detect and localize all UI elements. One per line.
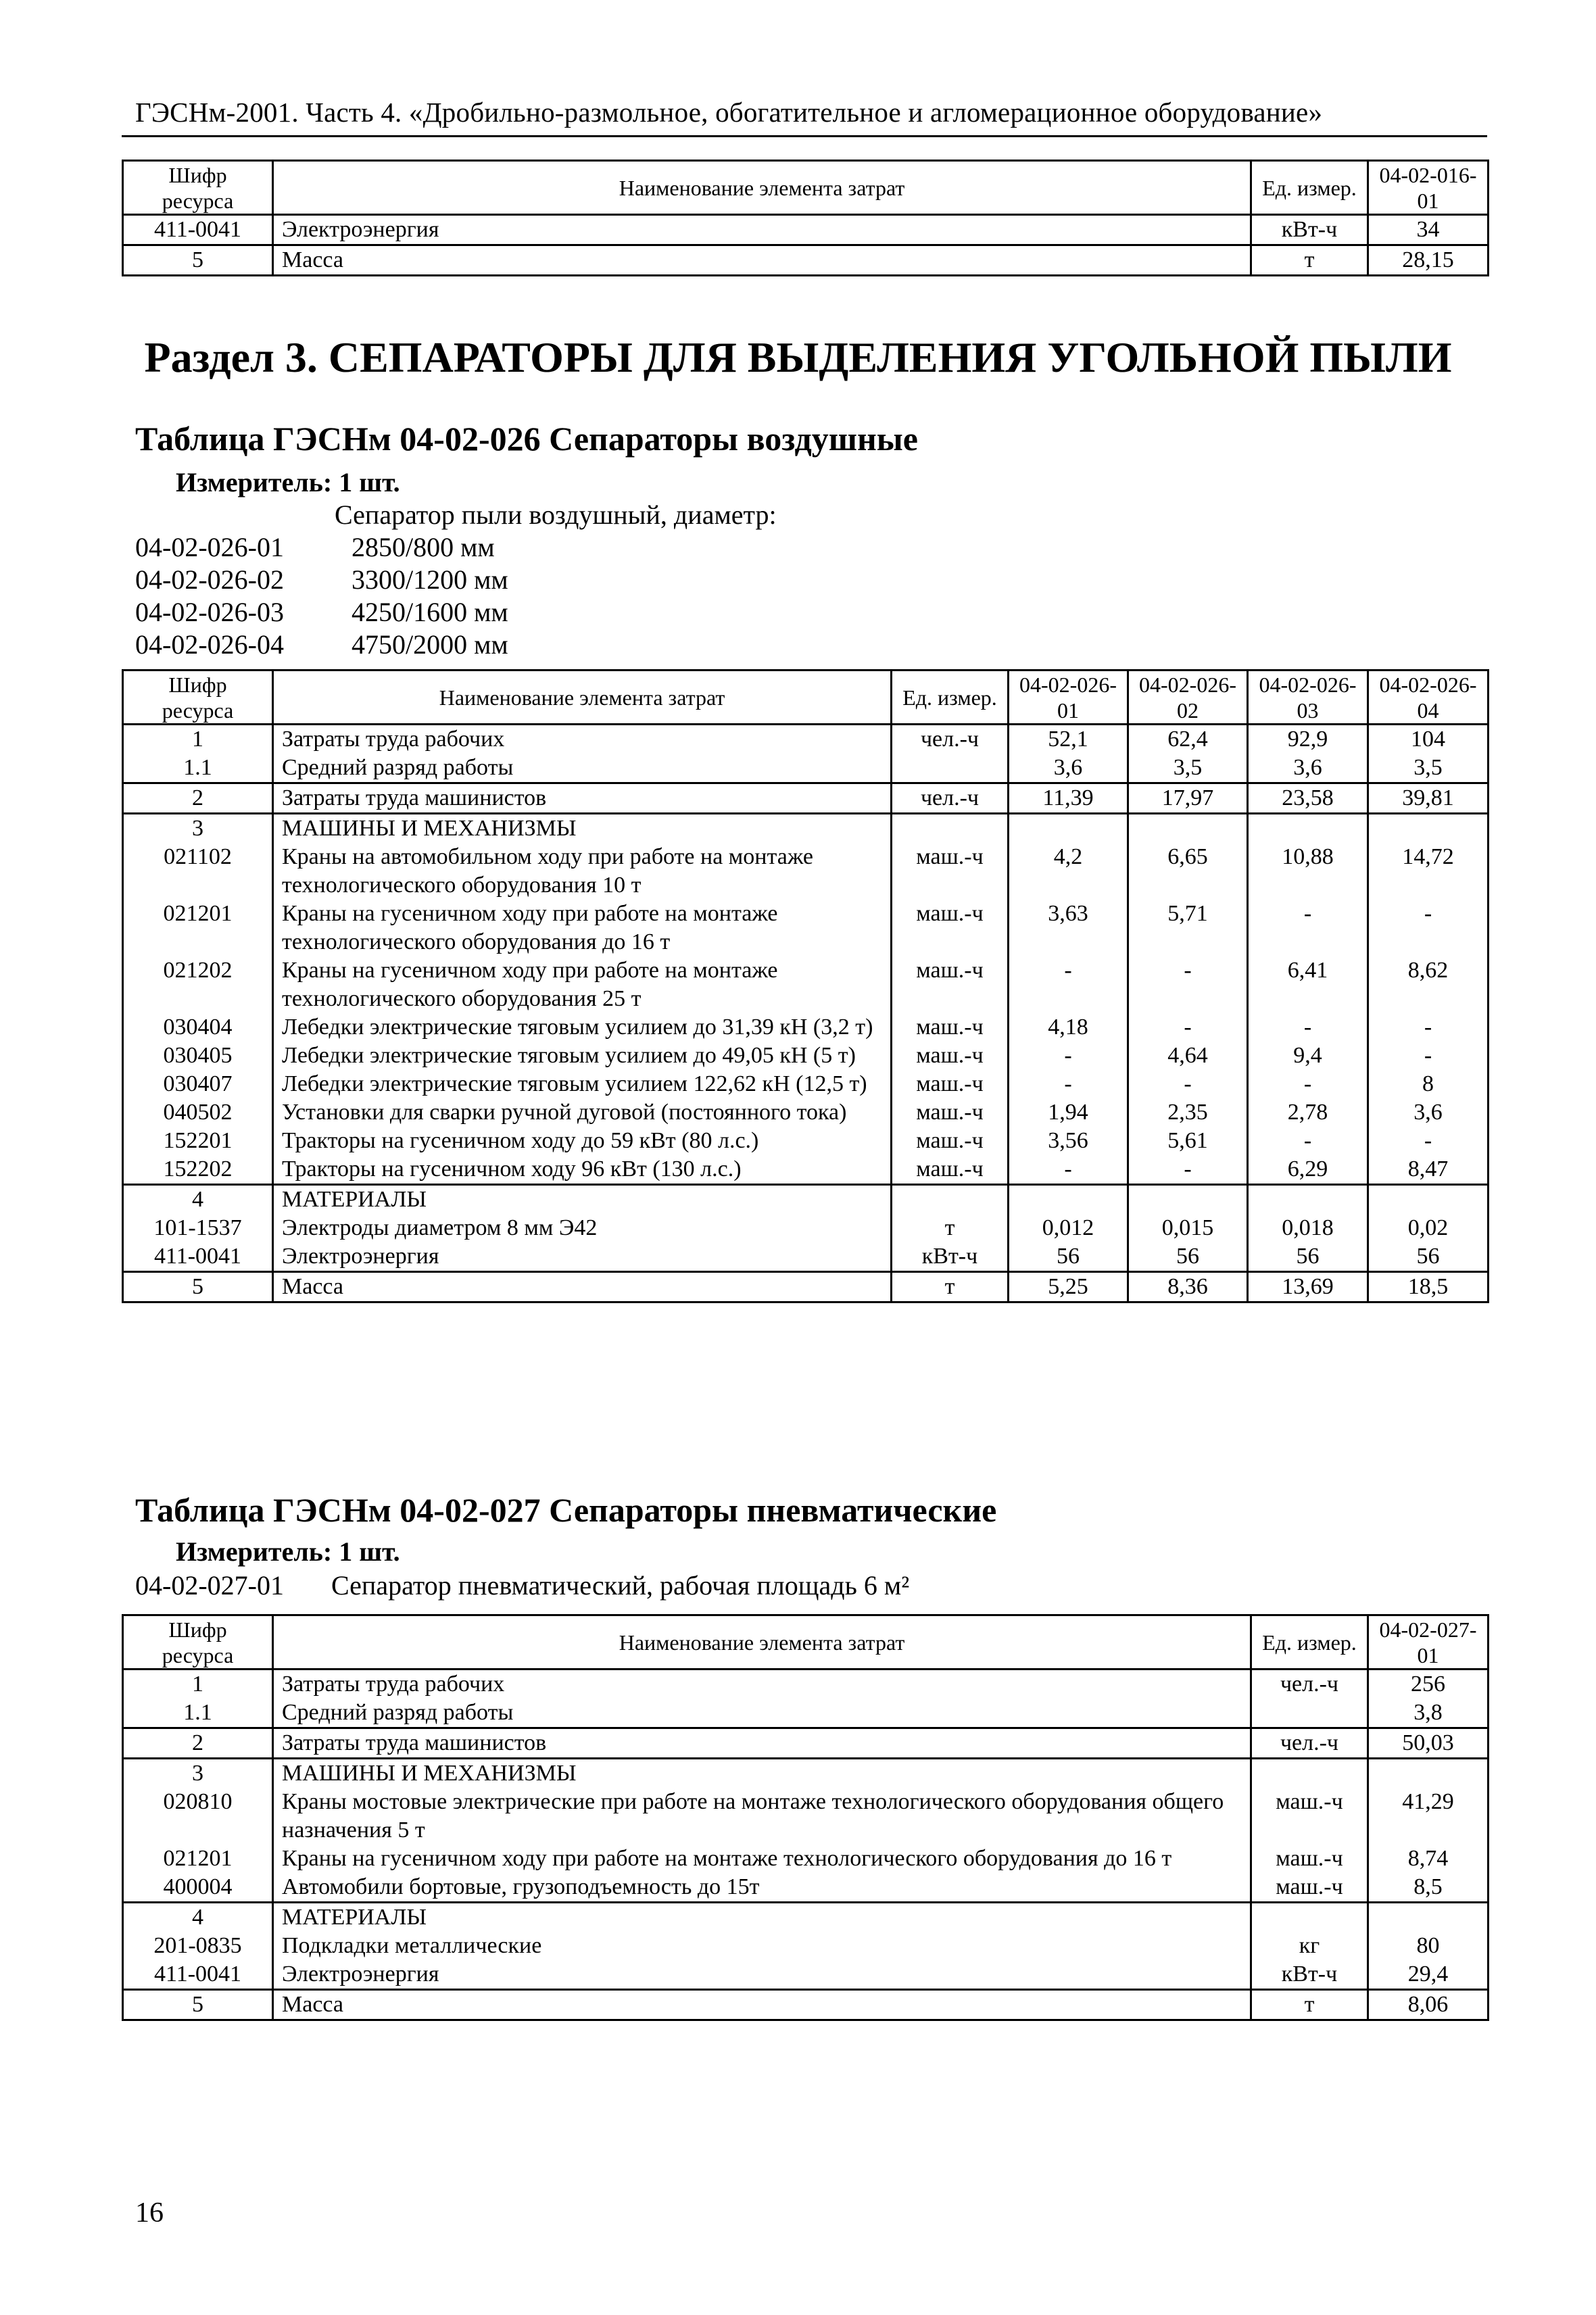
item-code: 04-02-026-01 xyxy=(135,532,284,562)
header-name: Наименование элемента затрат xyxy=(273,1615,1251,1670)
table-row xyxy=(123,843,1489,900)
table-cell xyxy=(1009,1185,1128,1215)
table-cell: 29,4 xyxy=(1368,1960,1489,1990)
table-cell: 021202 xyxy=(123,956,273,1013)
table-cell: 41,29 xyxy=(1368,1788,1489,1845)
item-code: 04-02-026-02 xyxy=(135,564,284,595)
table-026-title: Таблица ГЭСНм 04-02-026 Сепараторы воздушные xyxy=(135,420,918,458)
table-cell: маш.-ч xyxy=(892,1042,1009,1070)
table-cell xyxy=(1368,1759,1489,1788)
table-cell: 1.1 xyxy=(123,754,273,783)
table-cell: 4,64 xyxy=(1128,1042,1248,1070)
table-cell xyxy=(892,1185,1009,1215)
table-row xyxy=(123,1185,1489,1215)
header-unit: Ед. измер. xyxy=(892,671,1009,725)
table-cell: Средний разряд работы xyxy=(273,1699,1251,1728)
table-cell: 411-0041 xyxy=(123,1242,273,1272)
table-cell: Краны на гусеничном ходу при работе на монтаже технологического оборудования 25 т xyxy=(273,956,892,1013)
table-cell: маш.-ч xyxy=(892,956,1009,1013)
table-cell xyxy=(1009,814,1128,844)
table-cell: 2,78 xyxy=(1248,1098,1368,1127)
table-cell: 6,41 xyxy=(1248,956,1368,1013)
table-row: 5 Масса т 28,15 xyxy=(123,245,1489,276)
table-cell xyxy=(1251,1903,1368,1932)
table-cell: Электроэнергия xyxy=(273,1242,892,1272)
table-026-meter: Измеритель: 1 шт. xyxy=(176,467,400,497)
table-row xyxy=(123,1214,1489,1242)
table-cell xyxy=(1128,1185,1248,1215)
table-cell: 021102 xyxy=(123,843,273,900)
table-cell: - xyxy=(1368,1127,1489,1155)
table-cell: - xyxy=(1368,1042,1489,1070)
table-cell: 23,58 xyxy=(1248,783,1368,814)
header-name: Наименование элемента затрат xyxy=(273,161,1251,215)
table-cell: 0,018 xyxy=(1248,1214,1368,1242)
table-cell: - xyxy=(1248,1013,1368,1042)
table-cell: 39,81 xyxy=(1368,783,1489,814)
table-cell: 56 xyxy=(1128,1242,1248,1272)
table-cell: 152201 xyxy=(123,1127,273,1155)
table-cell: 56 xyxy=(1009,1242,1128,1272)
table-cell xyxy=(1368,1185,1489,1215)
table-cell: 3 xyxy=(123,1759,273,1788)
table-row xyxy=(123,1990,1489,2020)
table-cell: 56 xyxy=(1368,1242,1489,1272)
table-cell: 0,015 xyxy=(1128,1214,1248,1242)
table-cell: 040502 xyxy=(123,1098,273,1127)
table-cell: 3,56 xyxy=(1009,1127,1128,1155)
table-cell: 4 xyxy=(123,1903,273,1932)
table-cell: 201-0835 xyxy=(123,1932,273,1960)
table-cell xyxy=(1248,814,1368,844)
table-027 xyxy=(122,1614,1489,2021)
item-text: Сепаратор пневматический, рабочая площадь 6 м² xyxy=(331,1570,910,1601)
table-cell: кВт-ч xyxy=(892,1242,1009,1272)
table-cell: 0,02 xyxy=(1368,1214,1489,1242)
table-cell: 18,5 xyxy=(1368,1272,1489,1302)
table-cell: МАШИНЫ И МЕХАНИЗМЫ xyxy=(273,1759,1251,1788)
header-code: Шифр ресурса xyxy=(123,1615,273,1670)
table-cell: 3,6 xyxy=(1368,1098,1489,1127)
table-row xyxy=(123,1960,1489,1990)
table-cell: Тракторы на гусеничном ходу 96 кВт (130 л.с.) xyxy=(273,1155,892,1185)
header-unit: Ед. измер. xyxy=(1251,1615,1368,1670)
table-cell: Краны на гусеничном ходу при работе на монтаже технологического оборудования до 16 т xyxy=(273,1845,1251,1873)
table-cell: кг xyxy=(1251,1932,1368,1960)
table-cell: 021201 xyxy=(123,1845,273,1873)
table-cell xyxy=(892,814,1009,844)
header-code: Шифр ресурса xyxy=(123,161,273,215)
table-row xyxy=(123,1903,1489,1932)
table-cell: Затраты труда машинистов xyxy=(273,1728,1251,1759)
table-cell: Краны мостовые электрические при работе на монтаже технологического оборудования общего назначения 5 т xyxy=(273,1788,1251,1845)
table-026-description: Сепаратор пыли воздушный, диаметр: xyxy=(335,499,777,530)
table-cell: 3 xyxy=(123,814,273,844)
table-row xyxy=(123,725,1489,754)
table-row xyxy=(123,1127,1489,1155)
table-cell: 11,39 xyxy=(1009,783,1128,814)
header-name: Наименование элемента затрат xyxy=(273,671,892,725)
table-cell: маш.-ч xyxy=(892,1013,1009,1042)
table-cell: 56 xyxy=(1248,1242,1368,1272)
table-cell: 021201 xyxy=(123,900,273,956)
table-cell: т xyxy=(1251,1990,1368,2020)
running-header: ГЭСНм-2001. Часть 4. «Дробильно-размольное, обогатительное и агломерационное оборудование» xyxy=(135,97,1323,128)
table-row xyxy=(123,1873,1489,1903)
table-cell: чел.-ч xyxy=(892,725,1009,754)
table-row xyxy=(123,1845,1489,1873)
table-cell: 2 xyxy=(123,1728,273,1759)
table-cell: маш.-ч xyxy=(1251,1845,1368,1873)
table-row xyxy=(123,1670,1489,1699)
table-cell: 5,61 xyxy=(1128,1127,1248,1155)
table-cell: Краны на автомобильном ходу при работе на монтаже технологического оборудования 10 т xyxy=(273,843,892,900)
item-text: 2850/800 мм xyxy=(352,532,495,562)
table-cell: 9,4 xyxy=(1248,1042,1368,1070)
table-row xyxy=(123,1098,1489,1127)
table-cell: 52,1 xyxy=(1009,725,1128,754)
table-cell: 8,47 xyxy=(1368,1155,1489,1185)
table-cell: Лебедки электрические тяговым усилием до 49,05 кН (5 т) xyxy=(273,1042,892,1070)
table-cell: 8,74 xyxy=(1368,1845,1489,1873)
table-cell: 152202 xyxy=(123,1155,273,1185)
top-table xyxy=(122,160,1489,276)
table-cell: 8,36 xyxy=(1128,1272,1248,1302)
table-cell: чел.-ч xyxy=(1251,1670,1368,1699)
table-cell: - xyxy=(1009,1070,1128,1098)
header-col-code: 04-02-016-01 xyxy=(1368,161,1489,215)
header-col-code: 04-02-026-01 xyxy=(1009,671,1128,725)
table-cell: 4,18 xyxy=(1009,1013,1128,1042)
header-col-code: 04-02-026-04 xyxy=(1368,671,1489,725)
table-cell: 030407 xyxy=(123,1070,273,1098)
table-cell: 1.1 xyxy=(123,1699,273,1728)
table-row xyxy=(123,1242,1489,1272)
table-cell: 17,97 xyxy=(1128,783,1248,814)
table-cell: Электроды диаметром 8 мм Э42 xyxy=(273,1214,892,1242)
table-cell: 256 xyxy=(1368,1670,1489,1699)
header-col-code: 04-02-026-03 xyxy=(1248,671,1368,725)
table-cell: 6,65 xyxy=(1128,843,1248,900)
table-cell: 5 xyxy=(123,1990,273,2020)
table-cell: Лебедки электрические тяговым усилием 122,62 кН (12,5 т) xyxy=(273,1070,892,1098)
table-cell: 3,5 xyxy=(1368,754,1489,783)
table-026 xyxy=(122,669,1489,1303)
header-rule xyxy=(122,135,1487,137)
table-row xyxy=(123,1042,1489,1070)
table-row xyxy=(123,1013,1489,1042)
table-row xyxy=(123,814,1489,844)
table-cell: 92,9 xyxy=(1248,725,1368,754)
table-cell xyxy=(1251,1759,1368,1788)
table-cell: - xyxy=(1128,1155,1248,1185)
table-row xyxy=(123,900,1489,956)
table-row xyxy=(123,1788,1489,1845)
table-cell: 5 xyxy=(123,1272,273,1302)
table-cell: 020810 xyxy=(123,1788,273,1845)
table-cell: чел.-ч xyxy=(892,783,1009,814)
table-cell: 4,2 xyxy=(1009,843,1128,900)
table-cell: 10,88 xyxy=(1248,843,1368,900)
item-code: 04-02-027-01 xyxy=(135,1570,284,1601)
table-row xyxy=(123,783,1489,814)
table-row xyxy=(123,956,1489,1013)
table-cell: 3,63 xyxy=(1009,900,1128,956)
table-cell: 14,72 xyxy=(1368,843,1489,900)
table-cell: 2,35 xyxy=(1128,1098,1248,1127)
table-row xyxy=(123,1070,1489,1098)
table-cell: 3,8 xyxy=(1368,1699,1489,1728)
table-cell: 411-0041 xyxy=(123,1960,273,1990)
table-row xyxy=(123,1759,1489,1788)
item-text: 4750/2000 мм xyxy=(352,629,508,660)
table-cell: - xyxy=(1009,1155,1128,1185)
table-027-title: Таблица ГЭСНм 04-02-027 Сепараторы пневматические xyxy=(135,1491,997,1529)
table-cell: Лебедки электрические тяговым усилием до 31,39 кН (3,2 т) xyxy=(273,1013,892,1042)
table-cell: - xyxy=(1128,956,1248,1013)
table-cell: 030405 xyxy=(123,1042,273,1070)
table-row xyxy=(123,1155,1489,1185)
table-cell: Тракторы на гусеничном ходу до 59 кВт (80 л.с.) xyxy=(273,1127,892,1155)
table-cell: - xyxy=(1248,1127,1368,1155)
table-027-meter: Измеритель: 1 шт. xyxy=(176,1536,400,1567)
table-cell: Автомобили бортовые, грузоподъемность до 15т xyxy=(273,1873,1251,1903)
table-cell xyxy=(1368,1903,1489,1932)
table-cell: - xyxy=(1248,900,1368,956)
table-row xyxy=(123,1272,1489,1302)
table-cell: т xyxy=(892,1214,1009,1242)
table-cell: маш.-ч xyxy=(1251,1788,1368,1845)
table-cell: Средний разряд работы xyxy=(273,754,892,783)
table-cell xyxy=(1251,1699,1368,1728)
table-cell: маш.-ч xyxy=(892,1070,1009,1098)
table-row: 411-0041 Электроэнергия кВт-ч 34 xyxy=(123,215,1489,245)
table-cell: 8 xyxy=(1368,1070,1489,1098)
table-cell: - xyxy=(1009,1042,1128,1070)
header-col-code: 04-02-026-02 xyxy=(1128,671,1248,725)
table-cell: - xyxy=(1368,1013,1489,1042)
table-cell: 8,06 xyxy=(1368,1990,1489,2020)
table-cell: 8,5 xyxy=(1368,1873,1489,1903)
table-cell: МАТЕРИАЛЫ xyxy=(273,1185,892,1215)
table-cell: Затраты труда рабочих xyxy=(273,1670,1251,1699)
table-cell: 3,5 xyxy=(1128,754,1248,783)
table-cell: маш.-ч xyxy=(892,843,1009,900)
table-cell: кВт-ч xyxy=(1251,1960,1368,1990)
table-cell xyxy=(892,754,1009,783)
table-cell: 0,012 xyxy=(1009,1214,1128,1242)
table-cell: маш.-ч xyxy=(892,1127,1009,1155)
item-text: 3300/1200 мм xyxy=(352,564,508,595)
section-title: Раздел 3. СЕПАРАТОРЫ ДЛЯ ВЫДЕЛЕНИЯ УГОЛЬНОЙ ПЫЛИ xyxy=(144,333,1452,381)
table-cell: 101-1537 xyxy=(123,1214,273,1242)
table-cell: МАШИНЫ И МЕХАНИЗМЫ xyxy=(273,814,892,844)
header-unit: Ед. измер. xyxy=(1251,161,1368,215)
header-code: Шифр ресурса xyxy=(123,671,273,725)
item-code: 04-02-026-04 xyxy=(135,629,284,660)
table-cell: 5,25 xyxy=(1009,1272,1128,1302)
table-cell: - xyxy=(1128,1013,1248,1042)
table-cell xyxy=(1248,1185,1368,1215)
table-row xyxy=(123,1728,1489,1759)
table-row xyxy=(123,754,1489,783)
table-cell: 4 xyxy=(123,1185,273,1215)
table-cell: 3,6 xyxy=(1009,754,1128,783)
table-cell: 400004 xyxy=(123,1873,273,1903)
table-cell: Краны на гусеничном ходу при работе на монтаже технологического оборудования до 16 т xyxy=(273,900,892,956)
table-cell: чел.-ч xyxy=(1251,1728,1368,1759)
table-cell: маш.-ч xyxy=(892,1155,1009,1185)
table-cell: Электроэнергия xyxy=(273,1960,1251,1990)
table-cell: 030404 xyxy=(123,1013,273,1042)
header-col-code: 04-02-027-01 xyxy=(1368,1615,1489,1670)
table-cell: Затраты труда рабочих xyxy=(273,725,892,754)
table-cell: - xyxy=(1248,1070,1368,1098)
item-code: 04-02-026-03 xyxy=(135,597,284,627)
table-cell: - xyxy=(1128,1070,1248,1098)
table-cell: - xyxy=(1009,956,1128,1013)
item-text: 4250/1600 мм xyxy=(352,597,508,627)
table-cell: 80 xyxy=(1368,1932,1489,1960)
table-cell: 62,4 xyxy=(1128,725,1248,754)
table-cell: 1,94 xyxy=(1009,1098,1128,1127)
table-cell xyxy=(1128,814,1248,844)
table-cell: 1 xyxy=(123,725,273,754)
table-cell: Масса xyxy=(273,1272,892,1302)
table-cell: Подкладки металлические xyxy=(273,1932,1251,1960)
table-cell: т xyxy=(892,1272,1009,1302)
table-row xyxy=(123,1932,1489,1960)
table-cell: 13,69 xyxy=(1248,1272,1368,1302)
table-cell: Установки для сварки ручной дуговой (постоянного тока) xyxy=(273,1098,892,1127)
table-cell: Затраты труда машинистов xyxy=(273,783,892,814)
table-cell: 104 xyxy=(1368,725,1489,754)
table-cell: Масса xyxy=(273,1990,1251,2020)
table-cell: 1 xyxy=(123,1670,273,1699)
table-cell: - xyxy=(1368,900,1489,956)
table-cell: 6,29 xyxy=(1248,1155,1368,1185)
table-cell xyxy=(1368,814,1489,844)
table-cell: маш.-ч xyxy=(892,1098,1009,1127)
table-row xyxy=(123,1699,1489,1728)
table-cell: 5,71 xyxy=(1128,900,1248,956)
table-cell: маш.-ч xyxy=(1251,1873,1368,1903)
table-cell: 3,6 xyxy=(1248,754,1368,783)
table-cell: маш.-ч xyxy=(892,900,1009,956)
table-cell: 50,03 xyxy=(1368,1728,1489,1759)
table-cell: 8,62 xyxy=(1368,956,1489,1013)
table-cell: МАТЕРИАЛЫ xyxy=(273,1903,1251,1932)
table-cell: 2 xyxy=(123,783,273,814)
page-number: 16 xyxy=(135,2197,164,2228)
